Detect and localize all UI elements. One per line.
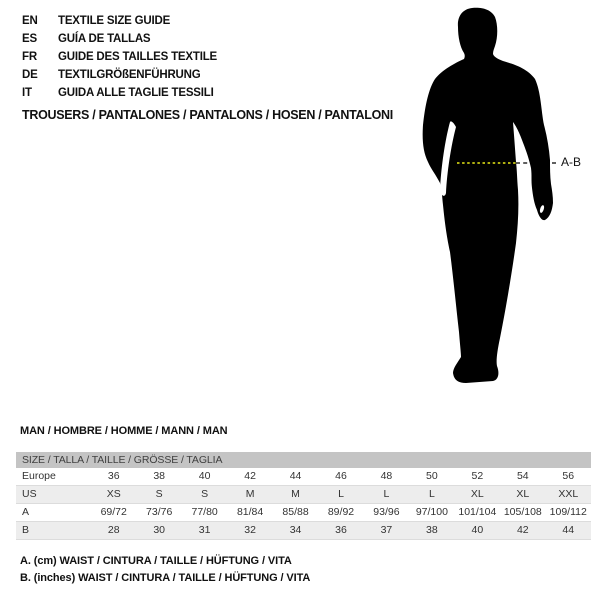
- row-label: A: [22, 506, 30, 518]
- size-cell: 56: [562, 470, 575, 482]
- measurement-notes: [20, 553, 310, 587]
- size-cell: 93/96: [373, 506, 400, 518]
- row-label: B: [22, 524, 30, 536]
- language-name: GUIDA ALLE TAGLIE TESSILI: [58, 87, 214, 99]
- man-silhouette: [423, 8, 553, 383]
- note-line: B. (inches) WAIST / CINTURA / TAILLE / HÜFTUNG / VITA: [20, 572, 311, 584]
- language-name: GUÍA DE TALLAS: [58, 33, 151, 45]
- size-cell: 89/92: [327, 506, 355, 518]
- size-cell: L: [338, 488, 344, 500]
- row-label: US: [22, 488, 37, 500]
- size-cell: 40: [471, 524, 484, 536]
- size-cell: 40: [198, 470, 211, 482]
- language-row: [22, 84, 217, 102]
- size-cell: S: [155, 488, 163, 500]
- section-title: MAN / HOMBRE / HOMME / MANN / MAN: [20, 425, 228, 437]
- note-line: A. (cm) WAIST / CINTURA / TAILLE / HÜFTUNG / VITA: [20, 555, 292, 567]
- size-table: [16, 452, 591, 540]
- size-cell: 36: [107, 470, 120, 482]
- size-table-row: [16, 521, 591, 539]
- size-cell: M: [291, 488, 300, 500]
- language-name: GUIDE DES TAILLES TEXTILE: [58, 51, 217, 63]
- size-cell: L: [428, 488, 435, 500]
- size-cell: M: [245, 488, 255, 500]
- size-cell: XL: [470, 488, 484, 500]
- language-name: TEXTILGRÖßENFÜHRUNG: [58, 69, 201, 81]
- language-code: IT: [22, 87, 32, 99]
- size-cell: 54: [516, 470, 529, 482]
- size-cell: S: [201, 488, 209, 500]
- size-cell: 109/112: [549, 506, 587, 518]
- size-cell: 48: [380, 470, 393, 482]
- size-cell: 30: [153, 524, 166, 536]
- language-list: [22, 12, 217, 102]
- man-silhouette-svg: [395, 0, 600, 400]
- size-cell: 38: [153, 470, 166, 482]
- size-cell: 85/88: [282, 506, 309, 518]
- size-cell: 28: [107, 524, 120, 536]
- size-table-header: SIZE / TALLA / TAILLE / GRÖSSE / TAGLIA: [16, 452, 591, 468]
- language-row: [22, 12, 217, 30]
- size-cell: 101/104: [458, 506, 497, 518]
- language-code: DE: [22, 69, 38, 81]
- size-cell: 73/76: [146, 506, 173, 518]
- man-silhouette-figure: [395, 0, 600, 400]
- size-cell: L: [383, 488, 390, 500]
- size-cell: 34: [289, 524, 302, 536]
- size-cell: 77/80: [191, 506, 218, 518]
- size-cell: 52: [471, 470, 484, 482]
- measure-label: A-B: [561, 155, 582, 169]
- size-cell: 69/72: [100, 506, 127, 518]
- size-table-row: [16, 503, 591, 521]
- language-row: [22, 66, 217, 84]
- language-row: [22, 30, 217, 48]
- size-cell: 97/100: [415, 506, 448, 518]
- size-cell: 36: [335, 524, 347, 536]
- size-cell: XXL: [558, 488, 579, 500]
- language-name: TEXTILE SIZE GUIDE: [58, 15, 171, 27]
- size-table-body: [16, 468, 591, 539]
- size-cell: XL: [516, 488, 530, 500]
- size-cell: 32: [244, 524, 256, 536]
- size-cell: 46: [335, 470, 347, 482]
- size-cell: 81/84: [236, 506, 264, 518]
- garment-title: TROUSERS / PANTALONES / PANTALONS / HOSEN / PANTALONI: [22, 108, 393, 122]
- size-cell: 50: [426, 470, 438, 482]
- size-cell: XS: [106, 488, 121, 500]
- size-cell: 44: [289, 470, 302, 482]
- row-label: Europe: [22, 470, 56, 482]
- size-cell: 37: [380, 524, 393, 536]
- language-code: FR: [22, 51, 37, 63]
- language-code: EN: [22, 15, 38, 27]
- size-table-row: [16, 468, 591, 485]
- language-code: ES: [22, 33, 37, 45]
- size-cell: 42: [244, 470, 256, 482]
- size-cell: 38: [426, 524, 438, 536]
- size-cell: 31: [198, 524, 211, 536]
- size-table-row: [16, 485, 591, 503]
- size-cell: 42: [516, 524, 529, 536]
- size-cell: 44: [562, 524, 575, 536]
- language-row: [22, 48, 217, 66]
- size-cell: 105/108: [503, 506, 542, 518]
